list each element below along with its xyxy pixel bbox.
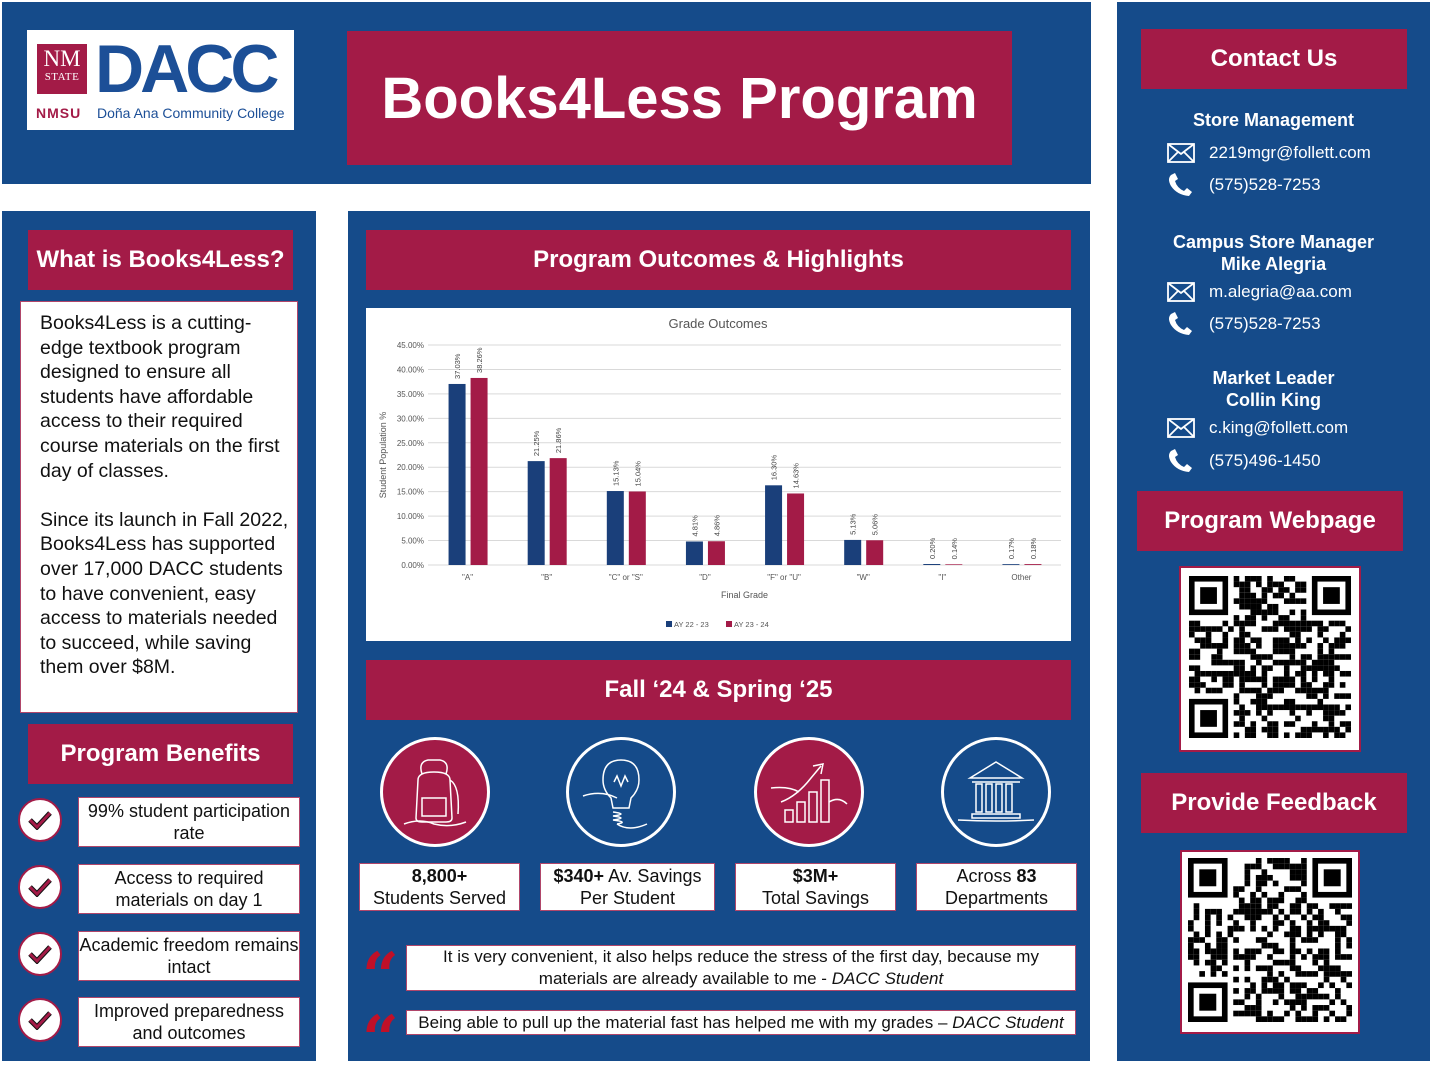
envelope-icon [1167,417,1197,439]
envelope-icon [1167,142,1197,164]
benefit-item [18,931,300,981]
quote-mark-icon: “ [362,939,399,1014]
stat-average-savings [566,737,676,847]
svg-text:45.00%: 45.00% [396,341,424,350]
lightbulb-icon [566,737,676,847]
contact-phone-row [1167,313,1321,335]
svg-text:15.00%: 15.00% [396,487,424,497]
stat-box: $340+ Av. Savings Per Student [540,863,715,911]
dacc-wordmark: DACC [95,31,276,107]
quote-text: Being able to pull up the material fast has helped me with my grades – DACC Student [406,1010,1076,1035]
svg-text:15.13%: 15.13% [611,460,621,487]
svg-text:AY 22 - 23: AY 22 - 23 [674,620,709,629]
college-name: Doña Ana Community College [97,105,285,121]
stat-departments [941,737,1051,847]
building-columns-icon [941,737,1051,847]
dacc-logo [27,30,294,130]
contact-title: Store Management [1192,110,1355,130]
feedback-qr-code[interactable] [1180,850,1360,1034]
check-icon [18,998,62,1042]
nmsu-label: NMSU [36,105,82,121]
benefits-heading: Program Benefits [28,724,293,784]
feedback-heading: Provide Feedback [1141,773,1407,833]
contact-phone-row [1167,174,1321,196]
svg-text:30.00%: 30.00% [396,414,424,424]
svg-text:Student Population %: Student Population % [378,411,388,499]
svg-text:0.00%: 0.00% [401,561,424,570]
svg-text:40.00%: 40.00% [396,365,424,375]
description-paragraph: Since its launch in Fall 2022, Books4Less has supported over 17,000 DACC students to have convenient, easy access to materials needed to succeed, while saving them over $8M. [40,508,289,679]
email-link[interactable]: c.king@follett.com [1209,418,1349,437]
bar-chart [366,308,1071,641]
contact-title: Campus Store Manager [1172,232,1375,252]
benefit-item [18,997,300,1047]
benefit-text: 99% student participation rate [78,797,300,847]
testimonial-quote [362,1002,1082,1077]
svg-text:"W": "W" [856,573,870,582]
svg-text:0.14%: 0.14% [949,538,959,560]
quote-mark-icon: “ [362,1002,399,1077]
svg-text:"A": "A" [462,573,474,582]
svg-text:0.17%: 0.17% [1006,537,1016,560]
svg-text:4.81%: 4.81% [690,515,700,537]
phone-number[interactable]: (575)496-1450 [1209,451,1321,470]
email-link[interactable]: 2219mgr@follett.com [1209,143,1371,162]
contact-email-row [1167,417,1348,439]
stat-students-served [380,737,490,847]
contact-name: Collin King [1226,390,1321,410]
contact-email-row [1167,281,1352,303]
center-panel [348,211,1090,1077]
phone-icon [1167,313,1197,335]
nm-state-logo-icon: NM STATE [37,44,87,94]
benefit-text: Access to required materials on day 1 [78,864,300,914]
svg-text:15.04%: 15.04% [633,461,643,487]
svg-text:Grade Outcomes: Grade Outcomes [668,316,768,331]
stat-box: $3M+ Total Savings [735,863,896,911]
growth-chart-icon [754,737,864,847]
page-title: Books4Less Program [347,31,1012,165]
contact-name: Mike Alegria [1220,254,1327,274]
contact-email-row [1167,142,1371,164]
svg-text:5.13%: 5.13% [848,513,858,535]
contact-heading: Contact Us [1141,29,1407,89]
svg-text:25.00%: 25.00% [396,438,424,448]
stat-total-savings [754,737,864,847]
phone-number[interactable]: (575)528-7253 [1209,175,1321,194]
svg-text:AY 23 - 24: AY 23 - 24 [734,620,769,629]
what-is-description [20,301,298,713]
header-banner [2,2,1091,184]
svg-text:35.00%: 35.00% [396,389,424,399]
benefit-item [18,797,300,847]
svg-text:4.86%: 4.86% [712,514,722,537]
description-paragraph: Books4Less is a cutting-edge textbook program designed to ensure all students have affordable access to their required course materials on the first day of classes. [40,312,280,482]
contact-phone-row [1167,450,1321,472]
svg-text:5.06%: 5.06% [870,513,880,536]
email-link[interactable]: m.alegria@aa.com [1209,282,1352,301]
phone-icon [1167,174,1197,196]
svg-text:Final Grade: Final Grade [720,590,769,600]
right-panel [1117,2,1430,1061]
svg-text:37.03%: 37.03% [453,353,463,379]
svg-text:38.26%: 38.26% [475,347,485,373]
benefit-text: Improved preparedness and outcomes [78,997,300,1047]
benefit-text: Academic freedom remains intact [78,931,300,981]
phone-icon [1167,450,1197,472]
check-icon [18,865,62,909]
webpage-heading: Program Webpage [1137,491,1403,551]
svg-text:10.00%: 10.00% [396,512,424,522]
contact-title: Market Leader [1212,368,1335,388]
svg-text:"B": "B" [541,573,553,582]
webpage-qr-code[interactable] [1179,566,1361,752]
fall-spring-heading: Fall ‘24 & Spring ‘25 [366,660,1071,720]
check-icon [18,932,62,976]
svg-text:21.25%: 21.25% [532,430,542,457]
svg-text:20.00%: 20.00% [396,463,424,473]
check-icon [18,798,62,842]
left-panel [2,211,316,1061]
benefit-item [18,864,300,914]
testimonial-quote [362,939,1082,1014]
svg-text:16.30%: 16.30% [769,454,779,481]
envelope-icon [1167,281,1197,303]
svg-text:"D": "D" [699,573,711,582]
svg-text:5.00%: 5.00% [401,536,424,546]
svg-text:14.63%: 14.63% [791,463,801,489]
svg-text:"C" or "S": "C" or "S" [608,573,643,582]
stat-box: Across 83 Departments [916,863,1077,911]
svg-text:0.20%: 0.20% [927,537,937,560]
what-is-heading: What is Books4Less? [28,230,293,290]
svg-text:"I": "I" [938,573,947,582]
svg-text:"F" or "U": "F" or "U" [767,573,801,582]
svg-text:21.86%: 21.86% [554,427,564,454]
svg-text:Other: Other [1011,573,1032,582]
grade-outcomes-chart [366,308,1071,641]
svg-text:0.18%: 0.18% [1028,537,1038,560]
stat-box: 8,800+ Students Served [359,863,520,911]
outcomes-heading: Program Outcomes & Highlights [366,230,1071,290]
backpack-icon [380,737,490,847]
quote-text: It is very convenient, it also helps reduce the stress of the first day, because my materials are already available to me - DACC Student [406,945,1076,991]
phone-number[interactable]: (575)528-7253 [1209,314,1321,333]
